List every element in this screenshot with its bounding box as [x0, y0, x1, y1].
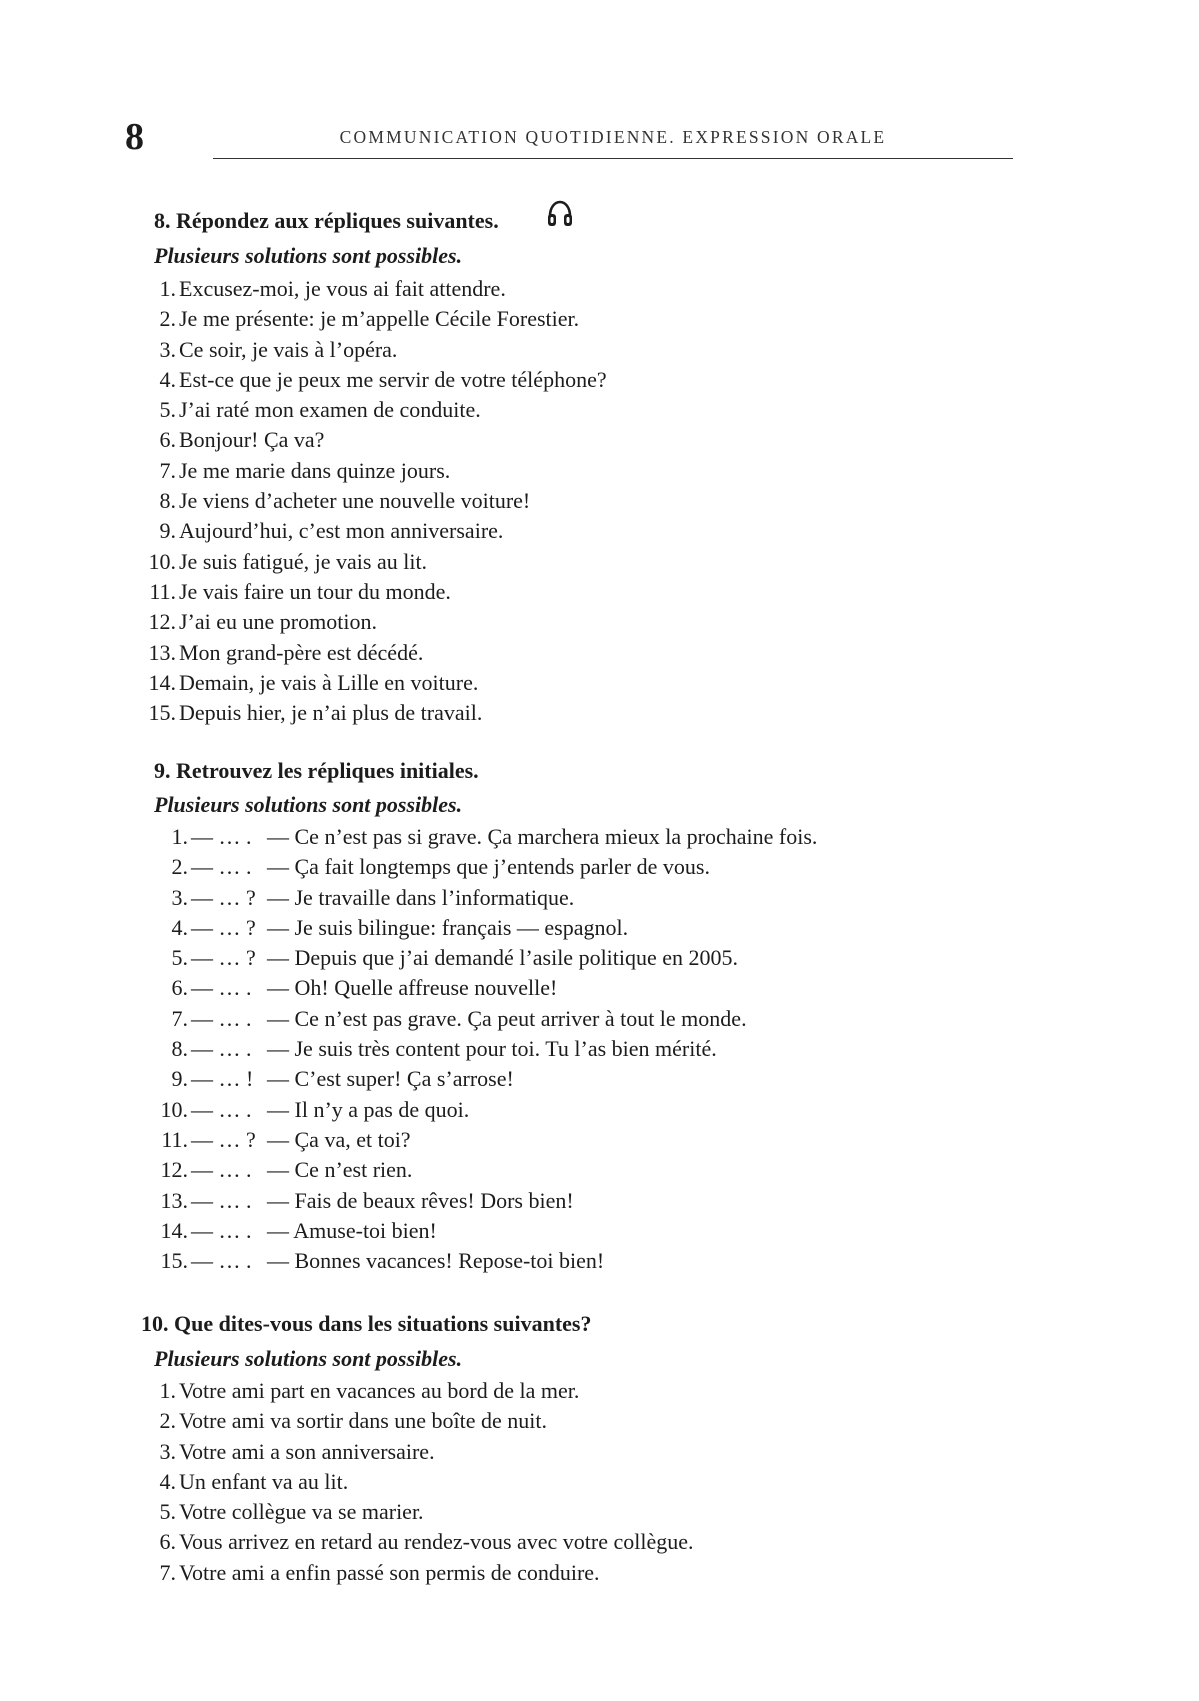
- item-number: 8.: [171, 1036, 188, 1062]
- list-item: [0, 486, 1199, 516]
- item-number: 7.: [159, 457, 176, 483]
- item-prompt: — … .: [191, 1036, 252, 1062]
- item-text: — Ce n’est pas grave. Ça peut arriver à tout le monde.: [267, 1005, 747, 1031]
- item-text: Votre ami va sortir dans une boîte de nuit.: [179, 1408, 548, 1434]
- list-item: [0, 1497, 1199, 1527]
- item-text: Ce soir, je vais à l’opéra.: [179, 336, 398, 362]
- item-prompt: — … !: [191, 1066, 254, 1092]
- list-item: [0, 943, 1199, 973]
- item-text: Je me marie dans quinze jours.: [179, 457, 451, 483]
- item-prompt: — … .: [191, 1096, 252, 1122]
- list-item: [0, 456, 1199, 486]
- list-item: [0, 822, 1199, 852]
- list-item: [0, 1246, 1199, 1276]
- item-number: 12.: [160, 1157, 188, 1183]
- item-number: 1.: [159, 276, 176, 301]
- item-number: 11.: [161, 1126, 188, 1152]
- item-text: Depuis hier, je n’ai plus de travail.: [179, 700, 483, 726]
- list-item: [0, 1527, 1199, 1557]
- item-prompt: — … .: [191, 975, 252, 1001]
- item-text: — Ça fait longtemps que j’entends parler de vous.: [267, 854, 710, 880]
- item-prompt: — … .: [191, 1187, 252, 1213]
- list-item: [0, 607, 1199, 637]
- exercise-8-list: [0, 274, 1199, 728]
- item-text: — Oh! Quelle affreuse nouvelle!: [267, 975, 558, 1001]
- list-item: [0, 395, 1199, 425]
- list-item: [0, 1034, 1199, 1064]
- item-number: 2.: [159, 306, 176, 332]
- exercise-title: 10. Que dites-vous dans les situations suivantes?: [141, 1311, 592, 1336]
- item-prompt: — … ?: [191, 945, 256, 971]
- headphones-icon: [545, 199, 575, 229]
- exercise-9-list: [0, 822, 1199, 1276]
- item-number: 1.: [159, 1378, 176, 1403]
- item-prompt: — … .: [191, 1248, 252, 1274]
- item-prompt: — … .: [191, 854, 252, 880]
- item-number: 10.: [160, 1096, 188, 1122]
- list-item: [0, 883, 1199, 913]
- item-text: Excusez-moi, je vous ai fait attendre.: [179, 276, 506, 301]
- item-prompt: — … .: [191, 1157, 252, 1183]
- item-number: 13.: [160, 1187, 188, 1213]
- item-text: — Amuse-toi bien!: [267, 1217, 437, 1243]
- item-number: 3.: [171, 884, 188, 910]
- item-text: — Il n’y a pas de quoi.: [267, 1096, 470, 1122]
- item-text: — Ce n’est pas si grave. Ça marchera mieux la prochaine fois.: [267, 824, 818, 849]
- item-text: Demain, je vais à Lille en voiture.: [179, 669, 479, 695]
- list-item: [0, 577, 1199, 607]
- item-text: — C’est super! Ça s’arrose!: [267, 1066, 514, 1092]
- list-item: [0, 1216, 1199, 1246]
- item-text: Votre ami a enfin passé son permis de conduire.: [179, 1559, 600, 1585]
- item-text: Je viens d’acheter une nouvelle voiture!: [179, 488, 531, 514]
- item-prompt: — … .: [191, 1217, 252, 1243]
- item-number: 9.: [171, 1066, 188, 1092]
- list-item: [0, 547, 1199, 577]
- item-number: 4.: [171, 914, 188, 940]
- item-text: J’ai eu une promotion.: [179, 609, 377, 635]
- list-item: [0, 1004, 1199, 1034]
- page-number: 8: [125, 116, 144, 158]
- list-item: [0, 1186, 1199, 1216]
- item-text: Votre collègue va se marier.: [179, 1499, 424, 1525]
- item-text: Je me présente: je m’appelle Cécile Forestier.: [179, 306, 580, 332]
- item-text: — Je suis bilingue: français — espagnol.: [267, 914, 629, 940]
- item-prompt: — … ?: [191, 884, 256, 910]
- item-text: — Depuis que j’ai demandé l’asile politique en 2005.: [267, 945, 739, 971]
- item-number: 3.: [159, 1438, 176, 1464]
- item-number: 2.: [159, 1408, 176, 1434]
- item-number: 6.: [159, 427, 176, 453]
- list-item: [0, 1437, 1199, 1467]
- item-number: 13.: [148, 639, 176, 665]
- exercise-subtitle: Plusieurs solutions sont possibles.: [154, 792, 463, 817]
- list-item: [0, 1095, 1199, 1125]
- list-item: [0, 304, 1199, 334]
- item-text: — Ce n’est rien.: [267, 1157, 413, 1183]
- item-number: 10.: [148, 548, 176, 574]
- header-rule: [213, 158, 1013, 159]
- exercise-title: 9. Retrouvez les répliques initiales.: [154, 758, 479, 783]
- item-text: — Ça va, et toi?: [267, 1126, 411, 1152]
- list-item: [0, 516, 1199, 546]
- item-text: — Je travaille dans l’informatique.: [267, 884, 575, 910]
- item-number: 15.: [148, 700, 176, 726]
- exercise-10-list: [0, 1376, 1199, 1588]
- list-item: [0, 335, 1199, 365]
- item-number: 7.: [171, 1005, 188, 1031]
- item-number: 14.: [160, 1217, 188, 1243]
- list-item: [0, 1125, 1199, 1155]
- item-number: 3.: [159, 336, 176, 362]
- item-number: 7.: [159, 1559, 176, 1585]
- item-number: 11.: [149, 578, 176, 604]
- list-item: [0, 425, 1199, 455]
- item-number: 4.: [159, 1468, 176, 1494]
- item-text: Je vais faire un tour du monde.: [179, 578, 451, 604]
- item-number: 5.: [159, 397, 176, 423]
- list-item: [0, 668, 1199, 698]
- list-item: [0, 1558, 1199, 1588]
- item-prompt: — … .: [191, 824, 252, 849]
- item-text: Est-ce que je peux me servir de votre téléphone?: [179, 366, 607, 392]
- exercise-title: 8. Répondez aux répliques suivantes.: [154, 208, 499, 233]
- item-text: Votre ami part en vacances au bord de la mer.: [179, 1378, 580, 1403]
- exercise-subtitle: Plusieurs solutions sont possibles.: [154, 243, 463, 268]
- item-text: — Fais de beaux rêves! Dors bien!: [267, 1187, 574, 1213]
- item-text: Un enfant va au lit.: [179, 1468, 349, 1494]
- item-number: 5.: [171, 945, 188, 971]
- list-item: [0, 1376, 1199, 1406]
- item-number: 4.: [159, 366, 176, 392]
- item-prompt: — … ?: [191, 1126, 256, 1152]
- exercise-subtitle: Plusieurs solutions sont possibles.: [154, 1346, 463, 1371]
- list-item: [0, 973, 1199, 1003]
- list-item: [0, 852, 1199, 882]
- item-text: Aujourd’hui, c’est mon anniversaire.: [179, 518, 504, 544]
- item-text: Je suis fatigué, je vais au lit.: [179, 548, 428, 574]
- item-number: 8.: [159, 488, 176, 514]
- item-text: — Je suis très content pour toi. Tu l’as bien mérité.: [267, 1036, 717, 1062]
- list-item: [0, 1406, 1199, 1436]
- item-number: 6.: [171, 975, 188, 1001]
- list-item: [0, 1155, 1199, 1185]
- item-number: 14.: [148, 669, 176, 695]
- list-item: [0, 698, 1199, 728]
- item-number: 12.: [148, 609, 176, 635]
- item-text: Vous arrivez en retard au rendez-vous avec votre collègue.: [179, 1529, 694, 1555]
- item-number: 6.: [159, 1529, 176, 1555]
- item-number: 5.: [159, 1499, 176, 1525]
- item-text: — Bonnes vacances! Repose-toi bien!: [267, 1248, 605, 1274]
- item-text: Mon grand-père est décédé.: [179, 639, 424, 665]
- list-item: [0, 913, 1199, 943]
- item-text: J’ai raté mon examen de conduite.: [179, 397, 481, 423]
- item-number: 9.: [159, 518, 176, 544]
- item-text: Bonjour! Ça va?: [179, 427, 325, 453]
- item-number: 2.: [171, 854, 188, 880]
- item-prompt: — … ?: [191, 914, 256, 940]
- running-head: COMMUNICATION QUOTIDIENNE. EXPRESSION ORALE: [339, 127, 887, 147]
- list-item: [0, 274, 1199, 304]
- list-item: [0, 1467, 1199, 1497]
- list-item: [0, 365, 1199, 395]
- list-item: [0, 1064, 1199, 1094]
- item-text: Votre ami a son anniversaire.: [179, 1438, 435, 1464]
- list-item: [0, 638, 1199, 668]
- item-number: 1.: [171, 824, 188, 849]
- item-prompt: — … .: [191, 1005, 252, 1031]
- item-number: 15.: [160, 1248, 188, 1274]
